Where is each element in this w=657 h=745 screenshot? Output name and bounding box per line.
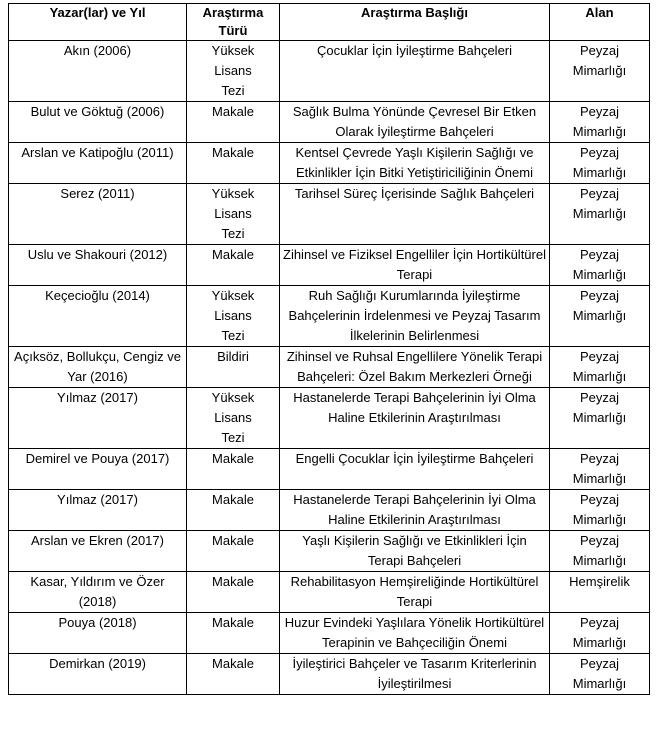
header-title: Araştırma Başlığı [280, 4, 550, 41]
literature-table [8, 3, 650, 695]
author-cell: Demirkan (2019) [9, 654, 187, 695]
type-cell: Yüksek Lisans Tezi [187, 286, 280, 347]
type-cell: Yüksek Lisans Tezi [187, 184, 280, 245]
title-cell: Engelli Çocuklar İçin İyileştirme Bahçeleri [280, 449, 550, 490]
title-cell: Yaşlı Kişilerin Sağlığı ve Etkinlikleri İçin Terapi Bahçeleri [280, 531, 550, 572]
table-row [9, 347, 650, 388]
field-cell: Peyzaj Mimarlığı [550, 449, 650, 490]
title-cell: Zihinsel ve Fiziksel Engelliler İçin Hortikültürel Terapi [280, 245, 550, 286]
author-cell: Pouya (2018) [9, 613, 187, 654]
title-cell: Hastanelerde Terapi Bahçelerinin İyi Olma Haline Etkilerinin Araştırılması [280, 388, 550, 449]
table-row [9, 286, 650, 347]
author-cell: Serez (2011) [9, 184, 187, 245]
field-cell: Peyzaj Mimarlığı [550, 286, 650, 347]
table-header-row [9, 4, 650, 41]
table-row [9, 184, 650, 245]
title-cell: Tarihsel Süreç İçerisinde Sağlık Bahçeleri [280, 184, 550, 245]
type-cell: Makale [187, 490, 280, 531]
header-author: Yazar(lar) ve Yıl [9, 4, 187, 41]
field-cell: Hemşirelik [550, 572, 650, 613]
type-cell: Makale [187, 531, 280, 572]
table-row [9, 449, 650, 490]
type-cell: Makale [187, 102, 280, 143]
field-cell: Peyzaj Mimarlığı [550, 613, 650, 654]
field-cell: Peyzaj Mimarlığı [550, 102, 650, 143]
author-cell: Kasar, Yıldırım ve Özer (2018) [9, 572, 187, 613]
table-row [9, 490, 650, 531]
field-cell: Peyzaj Mimarlığı [550, 490, 650, 531]
author-cell: Arslan ve Ekren (2017) [9, 531, 187, 572]
table-row [9, 388, 650, 449]
author-cell: Bulut ve Göktuğ (2006) [9, 102, 187, 143]
table-row [9, 613, 650, 654]
table-row [9, 143, 650, 184]
table-body [9, 41, 650, 695]
header-type: Araştırma Türü [187, 4, 280, 41]
table-row [9, 245, 650, 286]
author-cell: Demirel ve Pouya (2017) [9, 449, 187, 490]
type-cell: Makale [187, 245, 280, 286]
title-cell: Huzur Evindeki Yaşlılara Yönelik Hortikültürel Terapinin ve Bahçeciliğin Önemi [280, 613, 550, 654]
field-cell: Peyzaj Mimarlığı [550, 41, 650, 102]
title-cell: Sağlık Bulma Yönünde Çevresel Bir Etken Olarak İyileştirme Bahçeleri [280, 102, 550, 143]
type-cell: Makale [187, 654, 280, 695]
type-cell: Makale [187, 613, 280, 654]
type-cell: Makale [187, 143, 280, 184]
type-cell: Yüksek Lisans Tezi [187, 388, 280, 449]
type-cell: Bildiri [187, 347, 280, 388]
field-cell: Peyzaj Mimarlığı [550, 143, 650, 184]
author-cell: Açıksöz, Bollukçu, Cengiz ve Yar (2016) [9, 347, 187, 388]
field-cell: Peyzaj Mimarlığı [550, 388, 650, 449]
author-cell: Arslan ve Katipoğlu (2011) [9, 143, 187, 184]
table-row [9, 654, 650, 695]
table-row [9, 572, 650, 613]
type-cell: Yüksek Lisans Tezi [187, 41, 280, 102]
field-cell: Peyzaj Mimarlığı [550, 531, 650, 572]
title-cell: Rehabilitasyon Hemşireliğinde Hortikültürel Terapi [280, 572, 550, 613]
field-cell: Peyzaj Mimarlığı [550, 245, 650, 286]
title-cell: İyileştirici Bahçeler ve Tasarım Kriterlerinin İyileştirilmesi [280, 654, 550, 695]
author-cell: Akın (2006) [9, 41, 187, 102]
author-cell: Yılmaz (2017) [9, 388, 187, 449]
table-row [9, 102, 650, 143]
field-cell: Peyzaj Mimarlığı [550, 347, 650, 388]
header-field: Alan [550, 4, 650, 41]
type-cell: Makale [187, 449, 280, 490]
field-cell: Peyzaj Mimarlığı [550, 654, 650, 695]
table-row [9, 531, 650, 572]
table-row [9, 41, 650, 102]
title-cell: Ruh Sağlığı Kurumlarında İyileştirme Bahçelerinin İrdelenmesi ve Peyzaj Tasarım İlkelerinin Belirlenmesi [280, 286, 550, 347]
author-cell: Keçecioğlu (2014) [9, 286, 187, 347]
type-cell: Makale [187, 572, 280, 613]
author-cell: Yılmaz (2017) [9, 490, 187, 531]
title-cell: Zihinsel ve Ruhsal Engellilere Yönelik Terapi Bahçeleri: Özel Bakım Merkezleri Örneği [280, 347, 550, 388]
title-cell: Hastanelerde Terapi Bahçelerinin İyi Olma Haline Etkilerinin Araştırılması [280, 490, 550, 531]
field-cell: Peyzaj Mimarlığı [550, 184, 650, 245]
title-cell: Kentsel Çevrede Yaşlı Kişilerin Sağlığı ve Etkinlikler İçin Bitki Yetiştiriciliğinin Önemi [280, 143, 550, 184]
author-cell: Uslu ve Shakouri (2012) [9, 245, 187, 286]
title-cell: Çocuklar İçin İyileştirme Bahçeleri [280, 41, 550, 102]
